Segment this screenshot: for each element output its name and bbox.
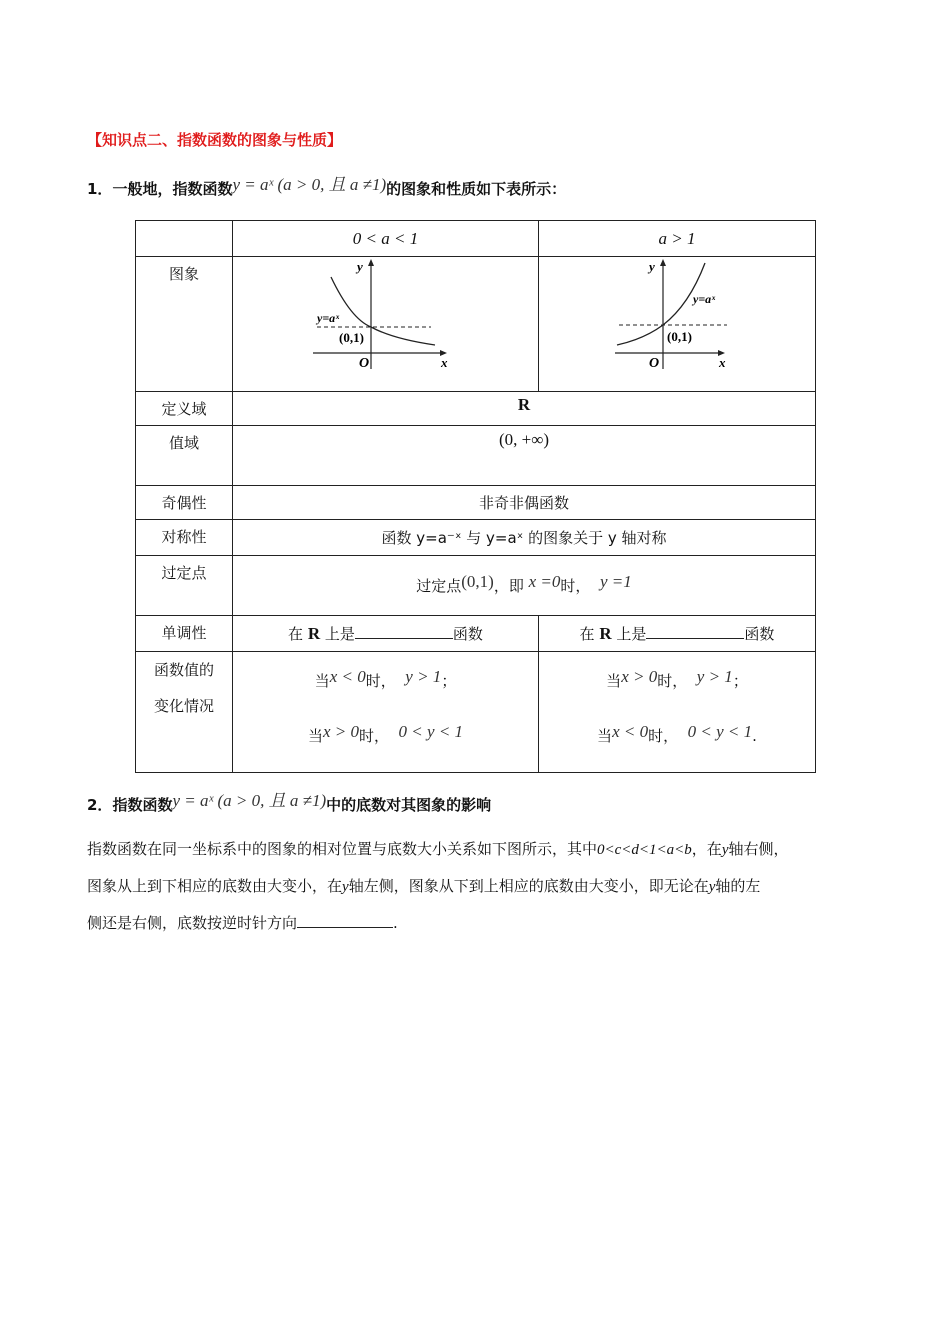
change-col1-line1: 当x < 0时， y > 1；: [314, 667, 457, 690]
graph-label: 图象: [136, 257, 233, 392]
properties-table: [135, 220, 816, 773]
right-origin-label: O: [649, 356, 660, 371]
graph-right-cell: [539, 257, 816, 392]
left-y-arrow: [368, 259, 374, 266]
monotonic-col1-blank[interactable]: [355, 624, 453, 639]
change-col1: [233, 652, 539, 773]
left-curve-label: y=aˣ: [317, 311, 340, 325]
right-y-arrow: [660, 259, 666, 266]
item1-heading: [87, 174, 566, 199]
graph-left-cell: [233, 257, 539, 392]
item2-heading: [87, 790, 491, 815]
change-col1-line2: 当x > 0时， 0 < y < 1: [307, 722, 464, 745]
left-x-label: x: [441, 355, 448, 370]
change-col2-line1: 当x > 0时， y > 1；: [606, 667, 748, 690]
fixed-point-value: 过定点(0,1)，即 x =0时， y =1: [233, 556, 816, 616]
fixed-point-label: 过定点: [136, 556, 233, 616]
right-x-label: x: [719, 355, 726, 370]
item1-prefix: 一般地，指数函数: [112, 180, 233, 198]
left-y-label: y: [357, 259, 363, 274]
range-label: 值域: [136, 426, 233, 486]
header-col1: 0 < a < 1: [233, 221, 539, 257]
symmetry-value: 函数 y=a⁻ˣ 与 y=aˣ 的图象关于 y 轴对称: [233, 520, 816, 556]
item1-formula: y = aˣ (a > 0, 且 a ≠1): [232, 175, 387, 194]
item2-num: 2．: [87, 796, 113, 814]
paragraph-line1: 指数函数在同一坐标系中的图象的相对位置与底数大小关系如下图所示，其中0<c<d<1<a<b，在y轴右侧，: [87, 840, 789, 858]
graph-right: [539, 257, 815, 387]
domain-value: R: [233, 392, 816, 426]
header-col2: a > 1: [539, 221, 816, 257]
section-title: 【知识点二、指数函数的图象与性质】: [87, 131, 343, 149]
item2-formula: y = aˣ (a > 0, 且 a ≠1): [172, 791, 327, 810]
left-origin-label: O: [359, 356, 370, 371]
item2-prefix: 指数函数: [112, 796, 173, 814]
monotonic-col2: 在 R 上是 函数: [539, 616, 816, 652]
domain-label: 定义域: [136, 392, 233, 426]
paragraph-line2: 图象从上到下相应的底数由大变小，在y轴左侧，图象从下到上相应的底数由大变小，即无论在y轴的左: [87, 877, 761, 895]
parity-value: 非奇非偶函数: [233, 486, 816, 520]
graph-left: [233, 257, 538, 387]
paragraph-line3: 侧还是右侧，底数按逆时针方向 .: [87, 914, 398, 932]
change-label: 函数值的 变化情况: [136, 652, 233, 773]
change-col2: [539, 652, 816, 773]
monotonic-col2-blank[interactable]: [646, 624, 744, 639]
monotonic-col1: 在 R 上是 函数: [233, 616, 539, 652]
right-point-label: (0,1): [667, 329, 692, 344]
paragraph: [87, 831, 877, 941]
parity-label: 奇偶性: [136, 486, 233, 520]
item2-suffix: 中的底数对其图象的影响: [326, 796, 492, 814]
right-curve-label: y=aˣ: [693, 292, 716, 306]
item1-num: 1．: [87, 180, 113, 198]
header-empty-cell: [136, 221, 233, 257]
right-y-label: y: [649, 259, 655, 274]
left-point-label: (0,1): [339, 330, 364, 345]
item1-suffix: 的图象和性质如下表所示：: [386, 180, 567, 198]
paragraph-blank[interactable]: [297, 913, 393, 928]
symmetry-label: 对称性: [136, 520, 233, 556]
monotonic-label: 单调性: [136, 616, 233, 652]
change-col2-line2: 当x < 0时， 0 < y < 1.: [597, 722, 757, 745]
range-value: (0, +∞): [233, 426, 816, 486]
